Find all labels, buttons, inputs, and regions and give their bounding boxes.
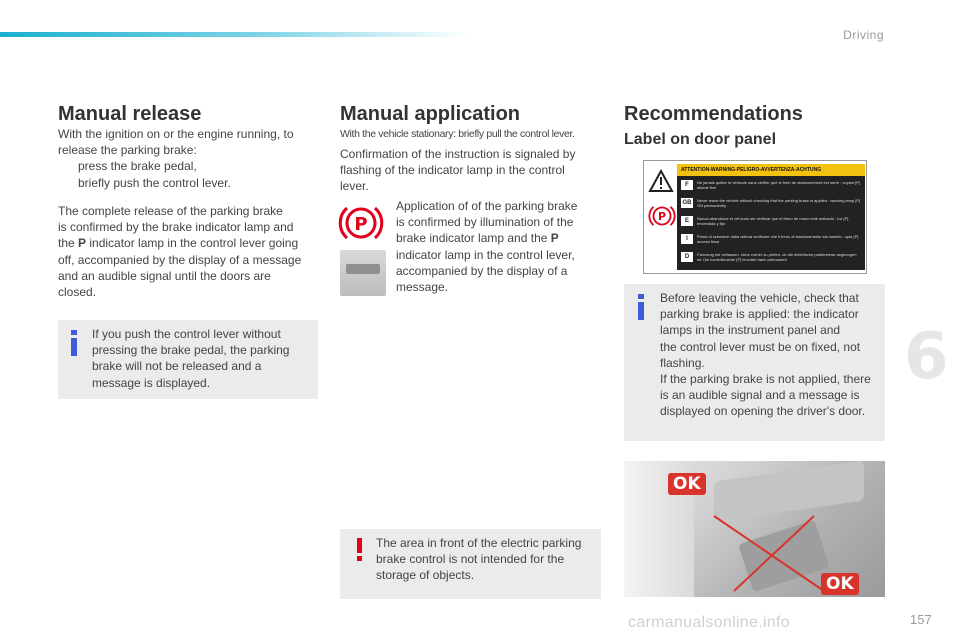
bullet-icon:  <box>58 175 68 190</box>
parking-brake-lamp-icon <box>648 203 676 229</box>
warning-icon <box>354 538 364 562</box>
section-header: Driving <box>843 28 884 42</box>
list-item:  press the brake pedal, <box>58 159 197 174</box>
ok-badge: OK <box>821 573 859 595</box>
warning-box: The area in front of the electric parking brake control is not intended for the storage of objects. <box>340 529 601 599</box>
manual-release-title: Manual release <box>58 103 202 125</box>
label-subtitle: Label on door panel <box>624 131 777 148</box>
info-box-release: If you push the control lever without pressing the brake pedal, the parking brake will not be released and a message is displayed. <box>58 320 318 399</box>
warning-triangle-icon <box>648 169 674 193</box>
top-accent-bar <box>0 32 470 37</box>
recommendations-title: Recommendations <box>624 103 803 125</box>
page-number: 157 <box>910 612 932 627</box>
svg-text:P: P <box>354 214 368 235</box>
label-banner: ATTENTION-WARNING-PELIGRO-AVVERTENZA-ACHTUNG <box>677 164 865 176</box>
manual-release-intro: With the ignition on or the engine running, to release the parking brake:  press the brake pedal,  briefly push the control lever. <box>58 126 318 191</box>
bullet-icon:  <box>58 159 68 174</box>
manual-application-title: Manual application <box>340 103 521 125</box>
door-label-image: P ATTENTION-WARNING-PELIGRO-AVVERTENZA-ACHTUNG F Ne jamais quitter le véhicule sans vérifier que le frein de stationnement est serré : voyant [P] allumé fixe GB Never leave the vehicle without checking that the parking brake is applied : warning lamp [P] ON permanently E Nunca abandonar el vehículo sin verificar que el freno de mano esté activado : luz [P] encendida y fija I Prima di scendere dalla vettura verificare che il freno di stazionamento sia inserito : spia [P] accesa fissa D Fahrzeug nie verlassen, ohne vorher zu prüfen, ob die elektrische parkbremse angezogen ist. Die kontrolleuchte [P] leuchtet dann permanent <box>643 160 867 274</box>
parking-brake-lamp-icon <box>338 203 384 243</box>
manual-application-condition: With the vehicle stationary: briefly pull the control lever. <box>340 128 575 140</box>
info-icon <box>635 294 647 320</box>
ok-badge: OK <box>668 473 706 495</box>
list-item:  briefly push the control lever. <box>58 175 231 190</box>
info-icon <box>68 330 80 356</box>
watermark: carmanualsonline.info <box>628 614 790 631</box>
svg-text:P: P <box>657 210 667 224</box>
lever-storage-photo <box>624 461 885 597</box>
manual-application-paragraph: Application of of the parking brake is confirmed by illumination of the brake indicator lamp and the P indicator lamp in the control lever, accompanied by the display of a message. <box>396 199 578 295</box>
manual-release-paragraph: The complete release of the parking brake is confirmed by the brake indicator lamp and the P indicator lamp in the control lever going off, accompanied by the display of a message and an audible signal until the doors are closed. <box>58 204 302 300</box>
manual-application-confirm: Confirmation of the instruction is signaled by flashing of the indicator lamp in the control lever. <box>340 147 576 194</box>
control-lever-image <box>340 250 386 296</box>
chapter-number: 6 <box>904 320 949 394</box>
info-box-recommendations: Before leaving the vehicle, check that parking brake is applied: the indicator lamps in the instrument panel and the control lever must be on fixed, not flashing. If the parking brake is not applied, there is an audible signal and a message is displayed on opening the driver's door. <box>624 284 885 441</box>
